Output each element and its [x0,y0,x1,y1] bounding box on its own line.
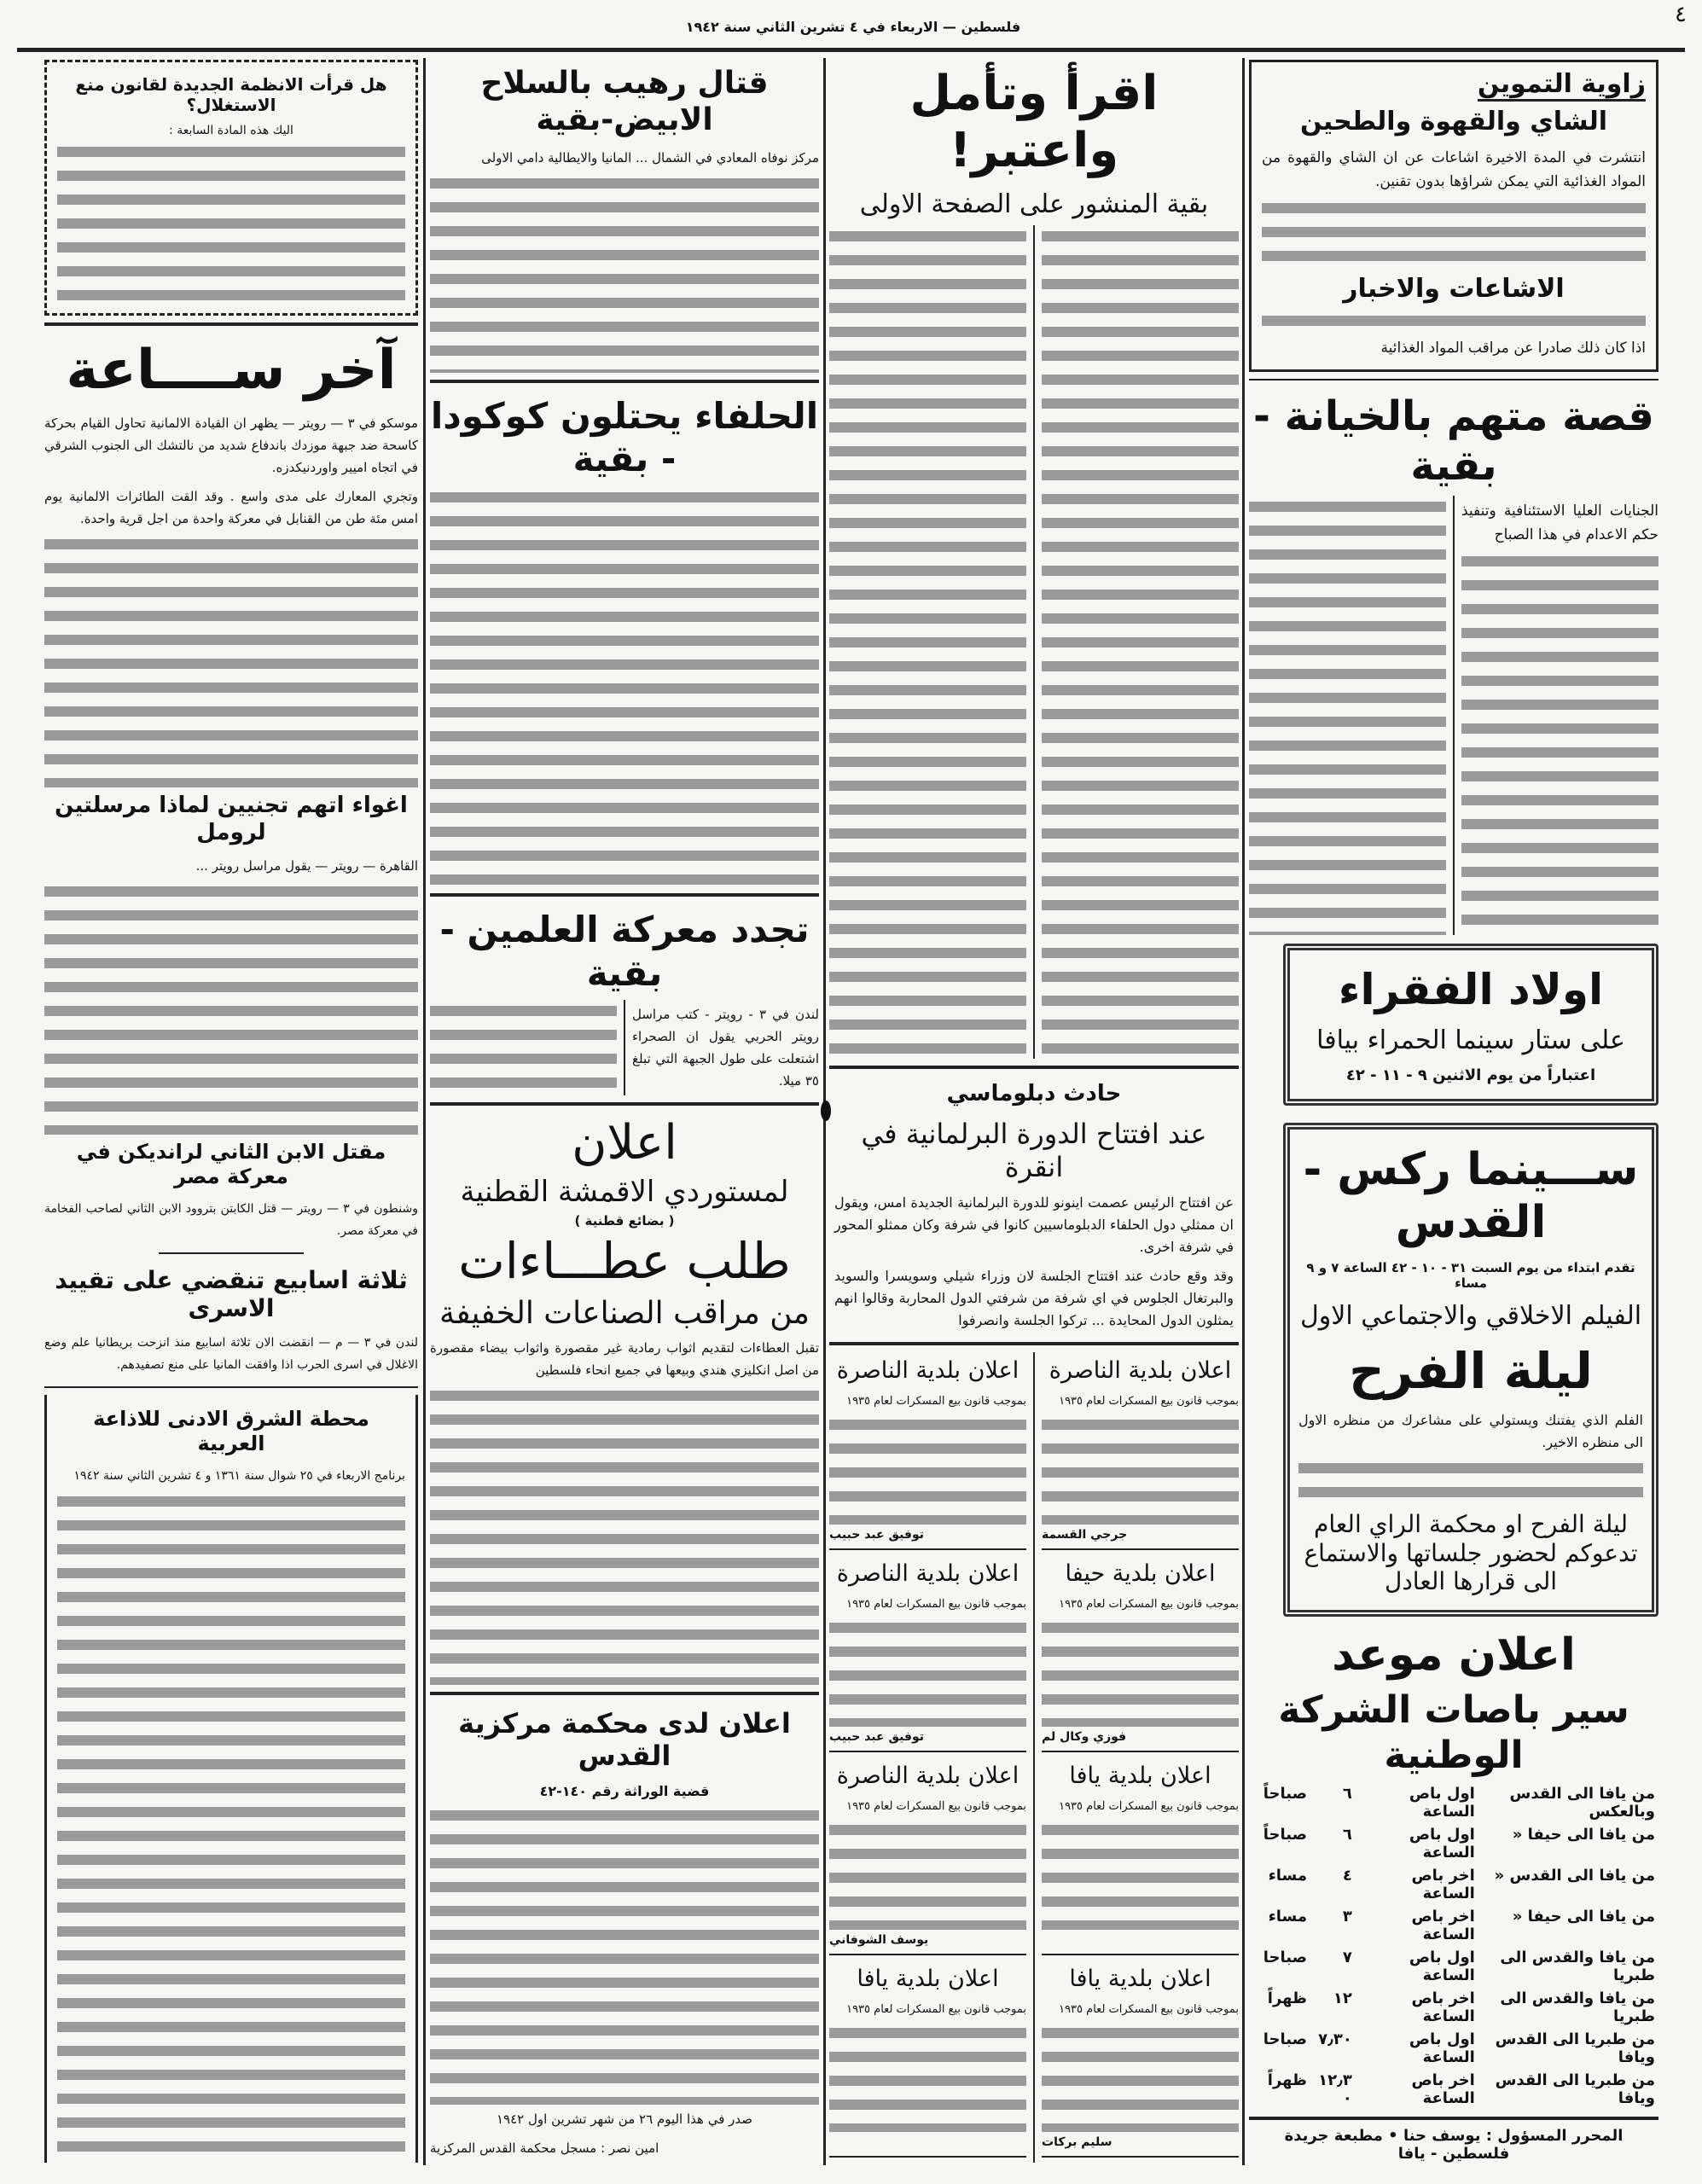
municipal-ad-text [1042,1617,1239,1727]
bus-time: ٦ [1342,1826,1352,1844]
rex-title: ســـينما ركس - القدس [1303,1143,1639,1249]
bus-departure: اخر باص الساعة [1411,2071,1475,2107]
municipal-ad [829,1555,1026,1758]
bus-time: ٤ [1342,1867,1352,1885]
kokoda-text [430,486,819,886]
rex-schedule: تقدم ابتداء من يوم السبت ٣١ - ١٠ - ٤٢ الساعة ٧ و ٩ مساء [1306,1259,1635,1291]
municipal-ad-title: اعلان بلدية حيفا [1065,1560,1216,1587]
municipal-ad-signature: توفيق عبد حبيب [829,1527,924,1542]
alamein-body [430,1000,819,1095]
question-subtitle: اليك هذه المادة السابعة : [169,124,293,137]
radio-title: محطة الشرق الادنى للاذاعة العربية [93,1407,369,1455]
divider [159,1252,304,1254]
read-column-right [1042,225,1239,1059]
municipal-ad-lede: بموجب قانون بيع المسكرات لعام ١٩٣٥ [846,1395,1026,1409]
read-text-left [829,225,1026,1059]
alamein-column-right [632,1000,819,1095]
bus-route: من يافا والقدس الى طبريا [1500,1989,1655,2025]
rommel-title: اغواء اتهم تجنيين لماذا مرسلتين لرومل [55,793,408,845]
municipal-ads [829,1352,1239,2163]
divider [829,1342,1239,1345]
divider [430,1102,819,1106]
rex-description: الفلم الذي يفتنك ويستولي على مشاعرك من منظره الاول الى منظره الاخير. [1298,1412,1643,1451]
divider [1042,1954,1239,1955]
supply-lede: انتشرت في المدة الاخيرة اشاعات عن ان الشاي والقهوة من المواد الغذائية التي يمكن شراؤها بدون تقنين. [1262,149,1646,190]
read-text-right [1042,225,1239,1059]
municipal-ad-lede: بموجب قانون بيع المسكرات لعام ١٩٣٥ [1059,1800,1239,1814]
rex-tagline: ليلة الفرح او محكمة الراي العام تدعوكم لحضور جلساتها والاستماع الى قرارها العادل [1304,1510,1638,1596]
rommel-text [44,880,418,1136]
fight-text [430,172,819,373]
subcolumn-divider [1033,1352,1035,2163]
municipal-ad-text [829,1617,1026,1727]
publisher-footer: المحرر المسؤول : يوسف حنا • مطبعة جريدة فلسطين - يافا [1284,2127,1624,2163]
bus-company: سير باصات الشركة الوطنية [1278,1688,1629,1778]
divider [44,322,418,326]
alamein-column-left [430,1000,617,1095]
bus-route: من طبريا الى القدس ويافا [1495,2030,1655,2066]
divider [829,1954,1026,1955]
rommel-lede: القاهرة — رويتر — يقول مراسل رويتر ... [195,857,418,874]
municipal-ad [829,1960,1026,2164]
municipal-ad [829,1757,1026,1960]
bus-period: مساء [1268,1867,1308,1885]
bus-time: ٦ [1342,1785,1352,1803]
municipal-ad-text [829,1819,1026,1929]
divider [829,2156,1026,2158]
treason-column-right [1461,496,1658,935]
read-subtitle: بقية المنشور على الصفحة الاولى [859,189,1209,220]
bus-time: ١٢ [1333,1989,1352,2007]
bus-departure: اخر باص الساعة [1411,1989,1475,2025]
bus-departure: اول باص الساعة [1409,1826,1475,1862]
bus-period: مساء [1268,1908,1308,1926]
court-ad-title: اعلان لدى محكمة مركزية القدس [458,1706,791,1773]
bus-period: ظهراً [1267,2071,1308,2089]
municipal-ad-title: اعلان بلدية يافا [1069,1965,1211,1992]
treason-lede: الجنايات العليا الاستئنافية وتنفيذ حكم الاعدام في هذا الصباح [1461,502,1658,544]
divider [829,1548,1026,1550]
last-hour-title: آخر ســــاعة [66,339,397,402]
municipal-ad-title: اعلان بلدية الناصرة [836,1763,1019,1789]
prisoners-title: ثلاثة اسابيع تنقضي على تقييد الاسرى [55,1265,408,1323]
poor-children-ad [1283,944,1658,1106]
radio-programme-list [57,1490,405,2156]
divider [44,1386,418,1388]
bus-schedule-row [1249,1823,1658,1864]
radio-schedule-box [44,1395,418,2163]
bus-schedule-row [1249,1782,1658,1823]
municipal-ad-signature: يوسف الشوفاني [829,1932,929,1947]
municipal-ads-left [829,1352,1026,2163]
municipal-ad-lede: بموجب قانون بيع المسكرات لعام ١٩٣٥ [1059,1395,1239,1409]
diplomatic-lede: عن افتتاح الرئيس عصمت اينونو للدورة البرلمانية الجديدة امس، ويقول ان ممثلي دول الحلفاء الدبلوماسيين كانوا في شرفة وكان ممثلو المحور في شرفة اخرى. [834,1194,1234,1255]
bus-route: من طبريا الى القدس ويافا [1495,2071,1655,2107]
treason-text-left [1249,496,1446,935]
divider [1042,2156,1239,2158]
bus-title: اعلان موعد [1332,1629,1576,1682]
bus-time: ٧٫٣٠ [1318,2030,1352,2048]
subcolumn-divider [624,1000,625,1095]
municipal-ad-signature [829,2135,1026,2151]
rex-cinema-ad [1283,1123,1658,1617]
municipal-ad [1042,1555,1239,1758]
bus-period: صباحا [1263,1949,1308,1966]
treason-title: قصة متهم بالخيانة - بقية [1253,392,1654,490]
column-1 [44,60,418,2163]
rex-film-title: ليلة الفرح [1349,1341,1593,1400]
diplomatic-lede2: وقد وقع حادث عند افتتاح الجلسة لان وزراء شيلي وسويسرا والسويد والبرتغال الجلوس في اي شرفة من شرفتي الدول المحاربة وقالوا انهم يمثلون الدول المحايدة ... تركوا الجلسة وانصرفوا [834,1268,1234,1328]
subcolumn-divider [1453,496,1455,935]
bus-period: صباحاً [1263,1826,1308,1844]
treason-text-right [1461,550,1658,935]
read-column-left [829,225,1026,1059]
fight-lede: مركز نوفاه المعادي في الشمال ... المانيا والايطالية دامي الاولى [481,150,819,166]
supply-title: الشاي والقهوة والطحين [1299,107,1608,136]
kokoda-title: الحلفاء يحتلون كوكودا - بقية [430,395,819,480]
poor-children-cinema: على ستار سينما الحمراء بيافا [1316,1025,1625,1056]
municipal-ad [1042,1757,1239,1960]
tender-ad-text [430,1385,819,1685]
bus-route: من يافا الى القدس « [1494,1867,1655,1885]
tender-ad-title: طلب عطـــاءات [458,1232,791,1291]
prisoners-lede: لندن في ٣ — م — انقضت الان ثلاثة اسابيع منذ انزحت بريطانيا علم وضع الاغلال في اسرى الحرب اذا وافقت المانيا على منع تصفيدهم. [44,1336,418,1373]
municipal-ad-signature: جرجي القسمة [1042,1527,1128,1542]
divider [1042,1548,1239,1550]
column-4 [1249,60,1658,2163]
column-3 [829,60,1239,2163]
municipal-ad [829,1352,1026,1555]
read-title: اقرأ وتأمل واعتبر! [909,66,1159,179]
alamein-title: تجدد معركة العلمين - بقية [439,909,810,994]
bus-period: صباحا [1263,2030,1308,2048]
son-killed-title: مقتل الابن الثاني لرانديكن في معركة مصر [76,1140,386,1189]
municipal-ad-title: اعلان بلدية يافا [857,1965,999,1992]
column-divider [1242,58,1245,2165]
poor-children-title: اولاد الفقراء [1338,965,1604,1015]
divider [829,1066,1239,1069]
municipal-ad [1042,1960,1239,2164]
alamein-lede: لندن في ٣ - رويتر - كتب مراسل رويتر الحربي يقول ان الصحراء اشتعلت على طول الجبهة التي تبلغ ٣٥ ميلا. [632,1007,819,1089]
bus-schedule-row [1249,2069,1658,2110]
bus-route: من يافا والقدس الى طبريا [1500,1949,1655,1984]
ink-blot [821,1101,831,1121]
bus-time: ٣ [1342,1908,1352,1926]
municipal-ad-signature: فوزي وكال لم [1042,1730,1127,1744]
court-ad-date: صدر في هذا اليوم ٢٦ من شهر تشرين اول ١٩٤٢ [496,2111,752,2127]
son-killed-lede: وشنطون في ٣ — رويتر — قتل الكابتن بتروود الابن الثاني لصاحب الفخامة في معركة مصر. [44,1201,418,1238]
bus-departure: اول باص الساعة [1409,1949,1475,1984]
column-divider [423,58,426,2165]
column-2 [430,60,819,2163]
municipal-ad-signature: سليم بركات [1042,2135,1112,2149]
municipal-ad-text [829,1414,1026,1524]
bus-schedule-row [1249,1864,1658,1905]
court-ad-signature: امين نصر : مسجل محكمة القدس المركزية [430,2140,659,2156]
radio-subtitle: برنامج الاربعاء في ٢٥ شوال سنة ١٣٦١ و ٤ تشرين الثاني سنة ١٩٤٢ [73,1468,405,1483]
dateline: فلسطين — الاربعاء في ٤ تشرين الثاني سنة ١٩٤٢ [685,19,1021,35]
municipal-ad-signature [1042,1933,1239,1949]
municipal-ad-lede: بموجب قانون بيع المسكرات لعام ١٩٣٥ [846,1800,1026,1814]
bus-period: ظهراً [1267,1989,1308,2007]
divider [430,893,819,897]
municipal-ad-lede: بموجب قانون بيع المسكرات لعام ١٩٣٥ [1059,1597,1239,1611]
bus-route: من يافا الى حيفا « [1512,1826,1655,1844]
tender-ad-lede: تقبل العطاءات لتقديم اثواب رمادية غير مقصورة واثواب بيضاء مقصورة من اصل انكليزي هندي وبيعها في جميع انحاء فلسطين [430,1339,819,1378]
bus-schedule-table [1249,1782,1658,2110]
supply-text [1262,197,1646,269]
subcolumn-divider [1033,225,1035,1059]
bus-schedule-row [1249,1905,1658,1946]
court-ad-case: قضية الوراثة رقم ١٤٠-٤٢ [539,1782,710,1799]
divider [430,1692,819,1695]
bus-period: صباحاً [1263,1785,1308,1803]
rex-film-type: الفيلم الاخلاقي والاجتماعي الاول [1299,1300,1642,1331]
question-box [44,60,418,316]
municipal-ad-title: اعلان بلدية الناصرة [836,1560,1019,1587]
municipal-ad-signature: توفيق عبد حبيب [829,1730,924,1744]
divider [829,1751,1026,1752]
bus-departure: اول باص الساعة [1409,2030,1475,2066]
municipal-ad-title: اعلان بلدية يافا [1069,1763,1211,1789]
read-body [829,225,1239,1059]
municipal-ad-text [1042,1414,1239,1524]
fight-title: قتال رهيب بالسلاح الابيض-بقية [480,66,769,138]
treason-body [1249,496,1658,935]
bus-route: من يافا الى القدس وبالعكس [1509,1785,1655,1821]
masthead-rule [17,48,1685,52]
page-number: ٤ [1675,2,1687,27]
alamein-text [430,1000,617,1095]
footer-rule [1249,2117,1658,2120]
municipal-ad [1042,1352,1239,1555]
bus-departure: اخر باص الساعة [1411,1908,1475,1943]
bus-departure: اخر باص الساعة [1411,1867,1475,1902]
rumours-text [1262,310,1646,334]
treason-column-left [1249,496,1446,935]
tender-ad-target: لمستوردي الاقمشة القطنية [460,1175,789,1210]
rex-text [1298,1457,1643,1505]
bus-schedule-row [1249,1987,1658,2028]
supply-kicker: زاوية التموين [1478,69,1646,102]
poor-children-date: اعتباراً من يوم الاثنين ٩ - ١١ - ٤٢ [1345,1066,1596,1085]
municipal-ad-title: اعلان بلدية الناصرة [1049,1357,1232,1384]
question-title: هل قرأت الانظمة الجديدة لقانون منع الاستغلال؟ [75,74,387,115]
bus-schedule-row [1249,1946,1658,1987]
municipal-ads-right [1042,1352,1239,2163]
bus-departure: اول باص الساعة [1409,1785,1475,1821]
supply-footer: اذا كان ذلك صادرا عن مراقب المواد الغذائية [1380,340,1646,357]
municipal-ad-text [829,2022,1026,2132]
last-hour-lede2: وتجري المعارك على مدى واسع . وقد القت الطائرات الالمانية يوم امس مئة طن من القنابل في معركة واحدة من اجل قرية واحدة. [44,488,418,526]
tender-ad-note: ( بضائع قطنية ) [574,1213,675,1229]
supply-corner-box [1249,60,1658,372]
bus-time: ١٢٫٣٠ [1318,2071,1352,2107]
municipal-ad-text [1042,1819,1239,1929]
divider [430,380,819,383]
rumours-title: الاشاعات والاخبار [1343,274,1565,304]
bus-schedule-row [1249,2028,1658,2069]
last-hour-text [44,533,418,788]
divider [1042,1751,1239,1752]
divider [1249,379,1658,380]
last-hour-lede: موسكو في ٣ — رويتر — يظهر ان القيادة الالمانية تحاول القيام بحركة كاسحة ضد جبهة موزدك باندفاع شديد من نالتشك الى الجنوب الشرقي في اتجاه اميير واوردنيكدزه. [44,415,418,475]
tender-ad-label: اعلان [572,1115,677,1171]
diplomatic-title: حادث دبلوماسي [946,1081,1122,1107]
question-text [57,141,405,306]
diplomatic-subtitle: عند افتتاح الدورة البرلمانية في انقرة [861,1118,1207,1183]
municipal-ad-lede: بموجب قانون بيع المسكرات لعام ١٩٣٥ [1059,2002,1239,2016]
tender-ad-issuer: من مراقب الصناعات الخفيفة [439,1295,810,1331]
bus-route: من يافا الى حيفا « [1512,1908,1655,1926]
municipal-ad-lede: بموجب قانون بيع المسكرات لعام ١٩٣٥ [846,2002,1026,2016]
court-ad-text [430,1804,819,2105]
municipal-ad-lede: بموجب قانون بيع المسكرات لعام ١٩٣٥ [846,1597,1026,1611]
municipal-ad-title: اعلان بلدية الناصرة [836,1357,1019,1384]
bus-time: ٧ [1342,1949,1352,1966]
municipal-ad-text [1042,2022,1239,2132]
